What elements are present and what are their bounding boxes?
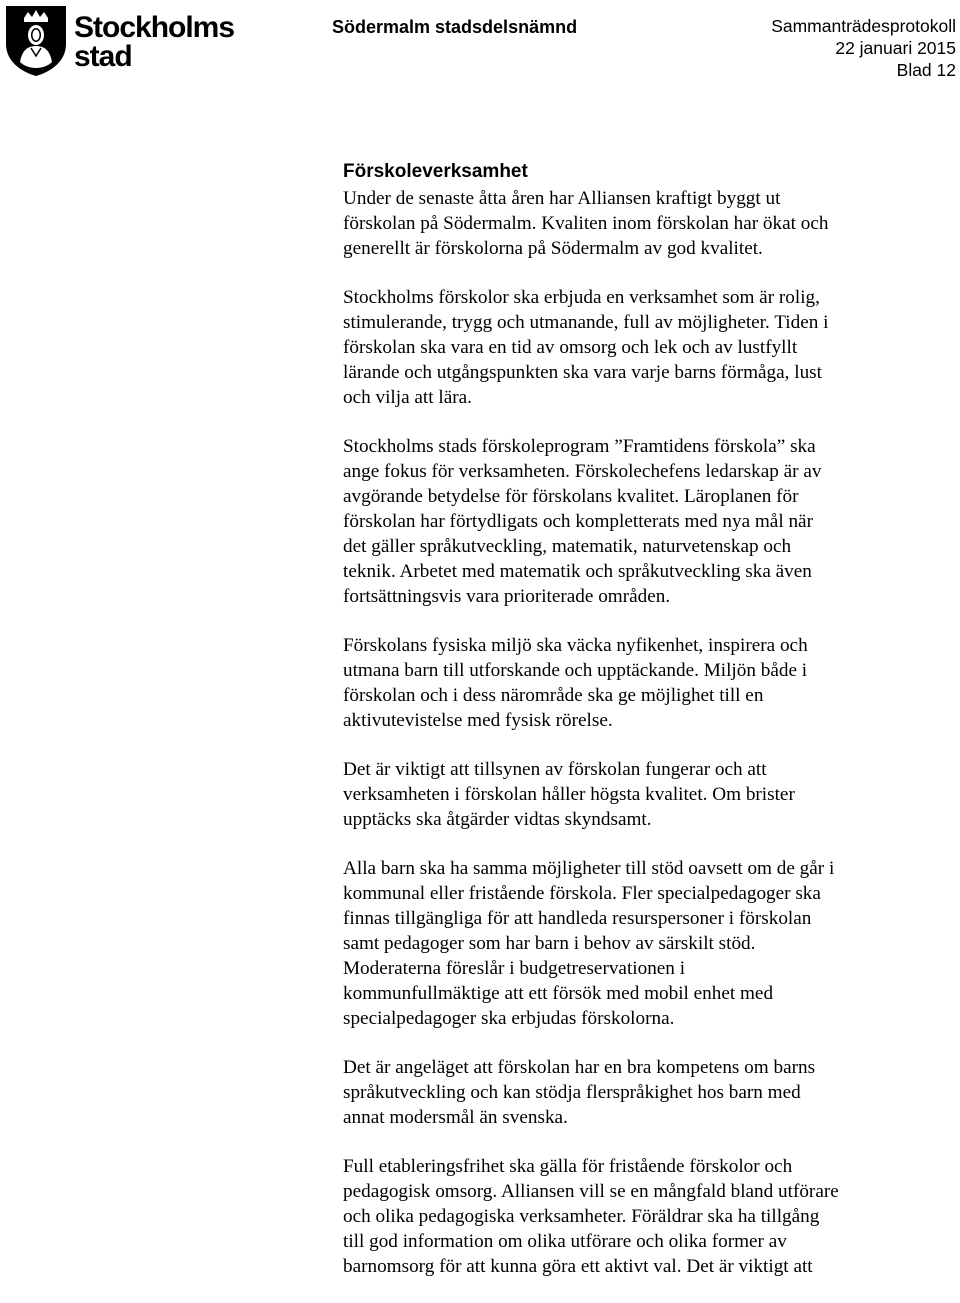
document-date: 22 januari 2015: [835, 38, 956, 58]
document-body: [343, 158, 958, 1303]
paragraph: Det är viktigt att tillsynen av förskolan fungerar och att verksamheten i förskolan håller högsta kvalitet. Om brister upptäcks ska åtgärder vidtas skyndsamt.: [343, 759, 795, 830]
organization-name: Södermalm stadsdelsnämnd: [332, 17, 578, 37]
paragraph: Alla barn ska ha samma möjligheter till stöd oavsett om de går i kommunal eller fristående förskola. Fler specialpedagoger ska finnas tillgängliga för att handleda resurspersoner i förskolan samt pedagoger som har barn i behov av särskilt stöd. Moderaterna föreslår i budgetreservationen i kommunfullmäktige att ett försök med mobil enhet med specialpedagoger ska erbjudas förskolorna.: [343, 858, 835, 1029]
logo-wordmark-line2: stad: [74, 40, 132, 73]
document-type: Sammanträdesprotokoll: [771, 16, 956, 36]
page-number: Blad 12: [896, 60, 956, 80]
section-heading: Förskoleverksamhet: [343, 161, 528, 182]
paragraph: Under de senaste åtta åren har Alliansen kraftigt byggt ut förskolan på Södermalm. Kvaliten inom förskolan har ökat och generellt är förskolorna på Södermalm av god kvalitet.: [343, 188, 829, 259]
paragraph: Det är angeläget att förskolan har en bra kompetens om barns språkutveckling och kan stödja flerspråkighet hos barn med annat modersmål än svenska.: [343, 1057, 816, 1128]
document-meta: [771, 15, 956, 81]
coat-of-arms-icon: [4, 4, 234, 76]
logo-wordmark-line1: Stockholms: [74, 11, 234, 44]
stockholms-stad-logo: [4, 4, 234, 76]
paragraph: Förskolans fysiska miljö ska väcka nyfikenhet, inspirera och utmana barn till utforskande och upptäckande. Miljön både i förskolan och i dess närområde ska ge möjlighet till en aktivutevistelse med fysisk rörelse.: [343, 635, 808, 731]
paragraph: Stockholms stads förskoleprogram ”Framtidens förskola” ska ange fokus för verksamheten. Förskolechefens ledarskap är av avgörande betydelse för förskolans kvalitet. Läroplanen för förskolan har förtydligats och kompletterats med nya mål när det gäller språkutveckling, matematik, naturvetenskap och teknik. Arbetet med matematik och språkutveckling ska även fortsättningsvis vara prioriterade områden.: [343, 436, 822, 607]
paragraph: Full etableringsfrihet ska gälla för fristående förskolor och pedagogisk omsorg. Alliansen vill se en mångfald bland utförare och olika pedagogiska verksamheter. Föräldrar ska ha tillgång till god information om olika utförare och olika former av barnomsorg för att kunna göra ett aktivt val. Det är viktigt att: [343, 1156, 839, 1277]
paragraph: Stockholms förskolor ska erbjuda en verksamhet som är rolig, stimulerande, trygg och utmanande, full av möjligheter. Tiden i förskolan ska vara en tid av omsorg och lek och av lustfyllt lärande och utgångspunkten ska vara varje barns förmåga, lust och vilja att lära.: [343, 287, 829, 408]
